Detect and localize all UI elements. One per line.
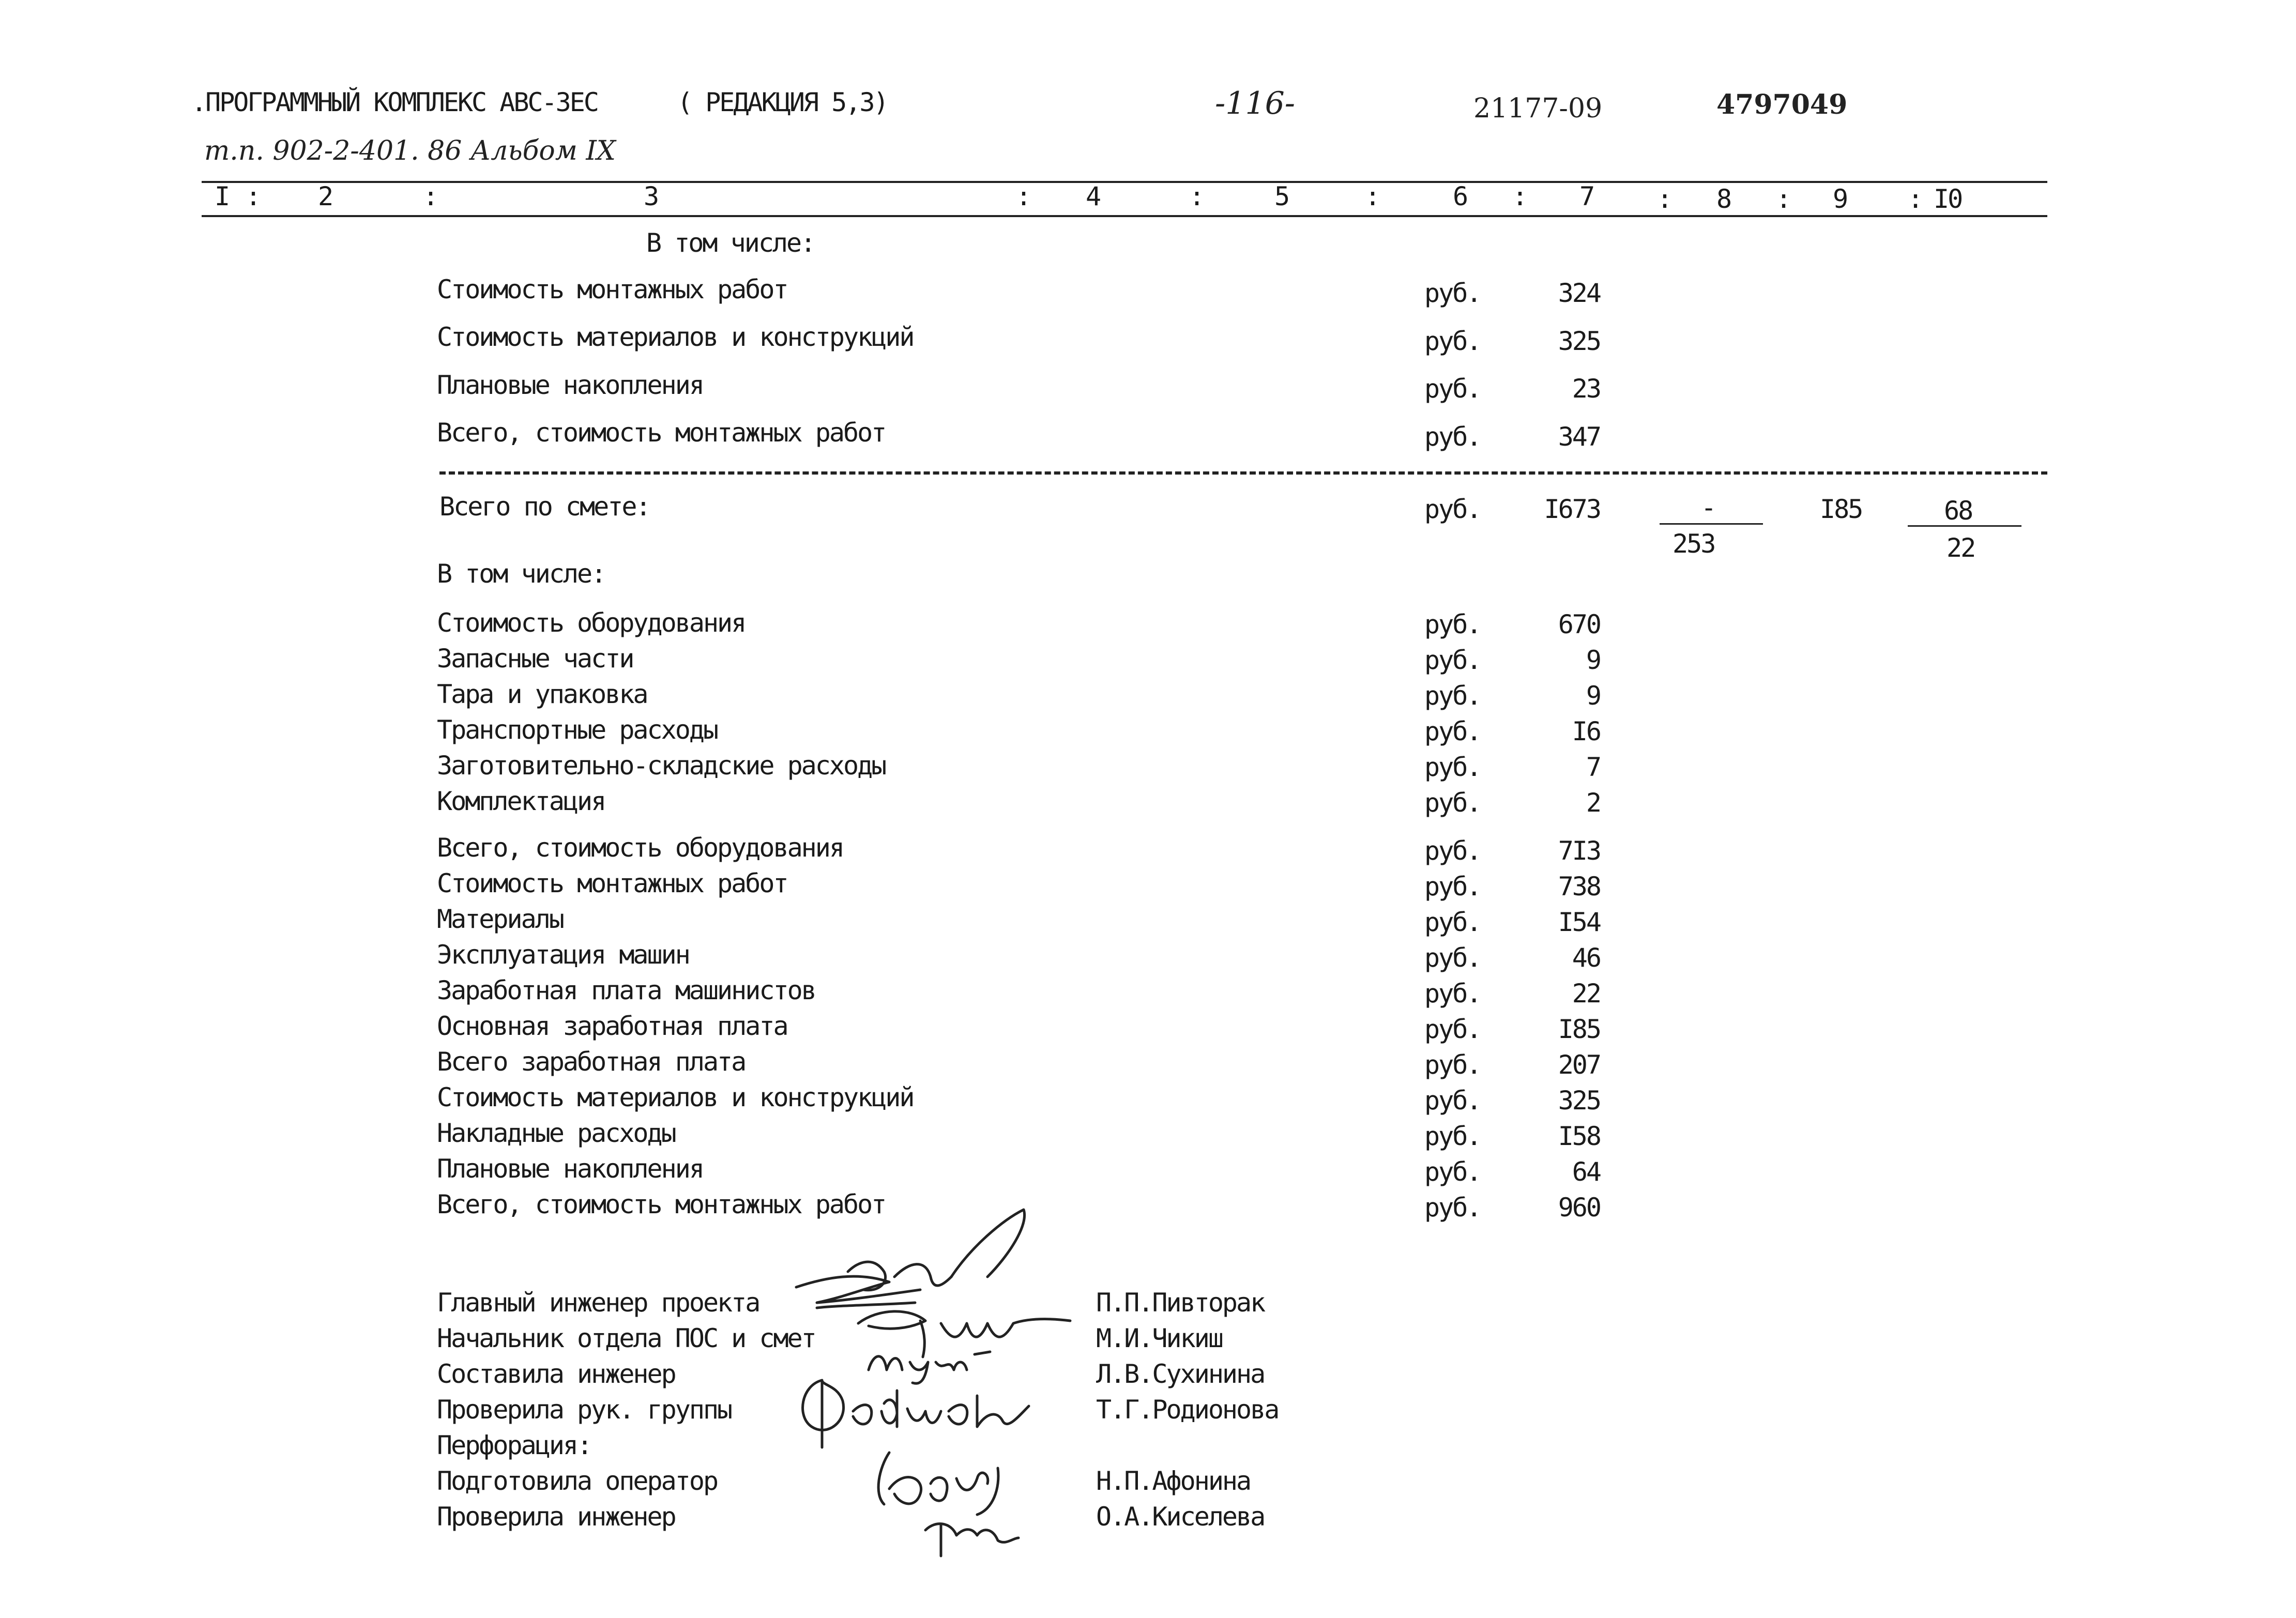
album-reference: т.п. 902-2-401. 86 Альбом IX xyxy=(204,135,616,166)
col-sep: : xyxy=(1016,181,1030,211)
signature-role: Перфорация: xyxy=(437,1430,591,1460)
row-label: Основная заработная плата xyxy=(437,1011,787,1041)
section-divider xyxy=(439,471,2047,475)
col-sep: : xyxy=(1365,181,1379,211)
signature-role: Главный инженер проекта xyxy=(437,1288,759,1318)
col-header-10: I0 xyxy=(1934,184,1962,214)
row-unit: руб. xyxy=(1424,278,1481,308)
row-value: 7I3 xyxy=(1558,836,1600,866)
row-label: Плановые накопления xyxy=(437,370,703,400)
total-unit: руб. xyxy=(1424,494,1481,524)
table-header-bottom-rule xyxy=(202,215,2047,217)
total-col10-top: 68 xyxy=(1944,496,1972,526)
code-number: 21177-09 xyxy=(1473,93,1603,124)
row-unit: руб. xyxy=(1424,645,1481,675)
col-header-4: 4 xyxy=(1086,181,1100,211)
col-sep: : xyxy=(1512,181,1527,211)
row-value: 960 xyxy=(1558,1193,1600,1223)
row-value: I58 xyxy=(1558,1121,1600,1151)
row-unit: руб. xyxy=(1424,1193,1481,1223)
row-unit: руб. xyxy=(1424,1157,1481,1187)
handwritten-signature xyxy=(869,1437,1024,1566)
col-header-9: 9 xyxy=(1833,184,1847,214)
row-label: Стоимость материалов и конструкций xyxy=(437,322,914,352)
row-label: Комплектация xyxy=(437,786,605,816)
row-label: Стоимость оборудования xyxy=(437,608,746,638)
program-title: .ПРОГРАММНЫЙ КОМПЛЕКС АВС-ЗЕС xyxy=(191,87,598,117)
row-unit: руб. xyxy=(1424,681,1481,711)
row-value: 738 xyxy=(1558,872,1600,902)
signature-role: Подготовила оператор xyxy=(437,1466,718,1496)
col-sep: : xyxy=(1776,184,1790,214)
signature-role: Проверила инженер xyxy=(437,1502,675,1532)
row-unit: руб. xyxy=(1424,907,1481,937)
col-sep: : xyxy=(423,181,437,211)
signature-role: Составила инженер xyxy=(437,1359,675,1389)
row-label: Заработная плата машинистов xyxy=(437,975,815,1005)
row-label: Материалы xyxy=(437,904,563,934)
row-value: 46 xyxy=(1572,943,1600,973)
row-value: 325 xyxy=(1558,1086,1600,1116)
row-value: 207 xyxy=(1558,1050,1600,1080)
col-header-7: 7 xyxy=(1579,181,1594,211)
col-sep: : xyxy=(1657,184,1671,214)
table-header-top-rule xyxy=(202,181,2047,183)
row-value: 64 xyxy=(1572,1157,1600,1187)
row-label: Плановые накопления xyxy=(437,1154,703,1184)
row-label: Заготовительно-складские расходы xyxy=(437,751,886,781)
row-unit: руб. xyxy=(1424,716,1481,746)
row-value: 324 xyxy=(1558,278,1600,308)
row-value: 9 xyxy=(1586,681,1600,711)
row-label: Накладные расходы xyxy=(437,1118,675,1148)
row-unit: руб. xyxy=(1424,1086,1481,1116)
row-value: I54 xyxy=(1558,907,1600,937)
row-value: 347 xyxy=(1558,422,1600,452)
col-sep: : xyxy=(1189,181,1204,211)
col-header-8: 8 xyxy=(1716,184,1731,214)
row-label: Всего, стоимость монтажных работ xyxy=(437,418,886,448)
signature-name: П.П.Пивторак xyxy=(1096,1288,1265,1318)
row-unit: руб. xyxy=(1424,422,1481,452)
row-value: I6 xyxy=(1572,716,1600,746)
row-unit: руб. xyxy=(1424,788,1481,818)
col-sep: : xyxy=(1908,184,1922,214)
row-label: Транспортные расходы xyxy=(437,715,718,745)
col-header-3: 3 xyxy=(644,181,658,211)
section-heading: В том числе: xyxy=(646,228,815,258)
row-unit: руб. xyxy=(1424,609,1481,639)
page-number: -116- xyxy=(1215,85,1296,121)
row-unit: руб. xyxy=(1424,1014,1481,1044)
row-unit: руб. xyxy=(1424,979,1481,1009)
section-heading: В том числе: xyxy=(437,559,605,589)
row-value: 9 xyxy=(1586,645,1600,675)
signature-role: Начальник отдела ПОС и смет xyxy=(437,1323,815,1353)
row-label: Всего, стоимость оборудования xyxy=(437,833,843,863)
row-unit: руб. xyxy=(1424,374,1481,404)
signature-name: Л.В.Сухинина xyxy=(1096,1359,1265,1389)
row-value: 2 xyxy=(1586,788,1600,818)
col-sep: : xyxy=(246,181,260,211)
row-value: I85 xyxy=(1558,1014,1600,1044)
row-value: 325 xyxy=(1558,326,1600,356)
row-value: 22 xyxy=(1572,979,1600,1009)
row-label: Тара и упаковка xyxy=(437,679,647,709)
total-label: Всего по смете: xyxy=(439,492,650,522)
row-unit: руб. xyxy=(1424,1121,1481,1151)
row-unit: руб. xyxy=(1424,836,1481,866)
col-header-6: 6 xyxy=(1453,181,1467,211)
signature-name: Н.П.Афонина xyxy=(1096,1466,1251,1496)
signature-name: О.А.Киселева xyxy=(1096,1502,1265,1532)
total-col8-bottom: 253 xyxy=(1672,529,1715,559)
signature-name: Т.Г.Родионова xyxy=(1096,1395,1279,1425)
row-unit: руб. xyxy=(1424,872,1481,902)
row-label: Стоимость монтажных работ xyxy=(437,868,787,898)
edition-label: ( РЕДАКЦИЯ 5,3) xyxy=(677,87,888,117)
col-header-2: 2 xyxy=(318,181,332,211)
total-col8-top: - xyxy=(1701,493,1715,523)
row-label: Всего заработная плата xyxy=(437,1047,746,1077)
row-unit: руб. xyxy=(1424,752,1481,782)
row-label: Стоимость материалов и конструкций xyxy=(437,1082,914,1112)
row-value: 7 xyxy=(1586,752,1600,782)
row-value: 670 xyxy=(1558,609,1600,639)
total-value: I673 xyxy=(1544,494,1600,524)
row-label: Стоимость монтажных работ xyxy=(437,274,787,304)
doc-id: 4797049 xyxy=(1716,89,1848,120)
total-col9: I85 xyxy=(1820,494,1862,524)
row-value: 23 xyxy=(1572,374,1600,404)
row-unit: руб. xyxy=(1424,943,1481,973)
total-col10-fraction-bar xyxy=(1908,525,2021,527)
row-unit: руб. xyxy=(1424,326,1481,356)
row-label: Запасные части xyxy=(437,644,633,674)
col-header-1: I xyxy=(215,181,229,211)
signature-role: Проверила рук. группы xyxy=(437,1395,732,1425)
col-header-5: 5 xyxy=(1274,181,1289,211)
signature-name: М.И.Чикиш xyxy=(1096,1323,1222,1353)
row-label: Всего, стоимость монтажных работ xyxy=(437,1189,886,1219)
row-unit: руб. xyxy=(1424,1050,1481,1080)
total-col10-bottom: 22 xyxy=(1947,533,1975,563)
row-label: Эксплуатация машин xyxy=(437,940,689,970)
total-col8-fraction-bar xyxy=(1660,523,1763,525)
